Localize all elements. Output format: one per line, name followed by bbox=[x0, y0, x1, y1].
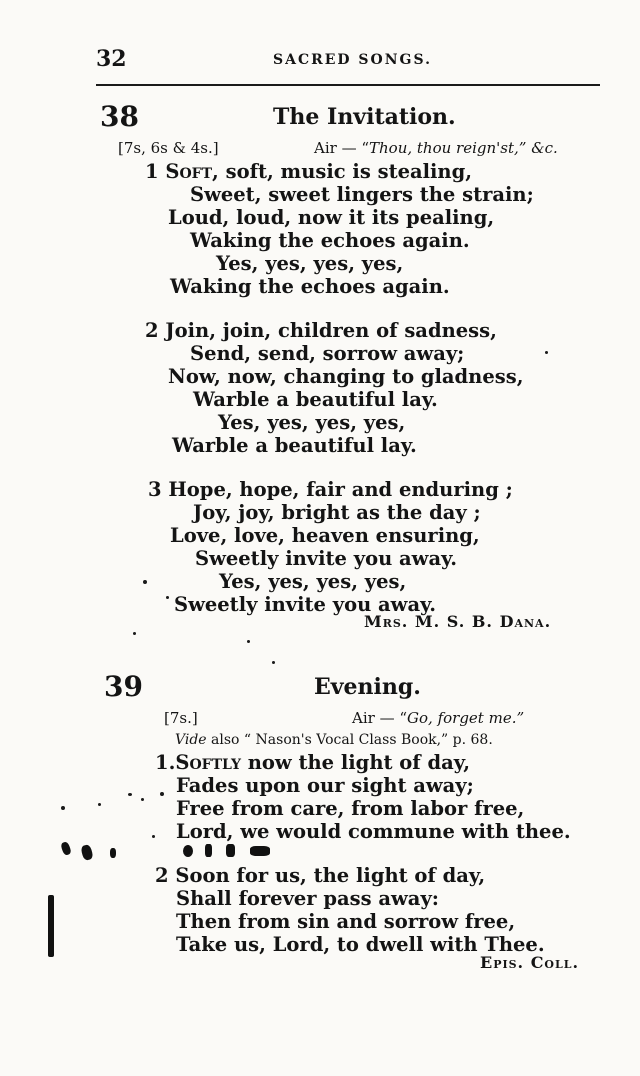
ink-blot bbox=[183, 845, 193, 857]
air-prefix: Air — “ bbox=[314, 139, 370, 157]
verse-line: Then from sin and sorrow free, bbox=[176, 910, 516, 933]
air-tune-name: Thou, thou reign'st,” &c. bbox=[369, 139, 558, 157]
verse-line: Take us, Lord, to dwell with Thee. bbox=[176, 933, 545, 956]
stanza-number: 2 bbox=[145, 319, 159, 342]
meter: [7s.] bbox=[164, 709, 198, 727]
ink-speck bbox=[98, 803, 101, 806]
verse-line: Love, love, heaven ensuring, bbox=[170, 524, 480, 547]
air-tune bbox=[314, 139, 558, 157]
verse-line: Lord, we would commune with thee. bbox=[176, 820, 571, 843]
air-tune-name: Go, forget me.” bbox=[407, 709, 525, 727]
verse-line: Waking the echoes again. bbox=[170, 275, 450, 298]
vide-reference bbox=[175, 732, 493, 748]
attribution: Mrs. M. S. B. Dana. bbox=[364, 612, 552, 631]
ink-speck bbox=[141, 798, 144, 801]
hymn-number: 38 bbox=[100, 100, 139, 133]
verse-line: Waking the echoes again. bbox=[190, 229, 470, 252]
ink-speck bbox=[247, 640, 250, 643]
verse-line: Sweetly invite you away. bbox=[195, 547, 457, 570]
meter: [7s, 6s & 4s.] bbox=[118, 139, 219, 157]
ink-speck bbox=[152, 835, 155, 838]
verse-line: Send, send, sorrow away; bbox=[190, 342, 465, 365]
ink-speck bbox=[61, 806, 65, 810]
verse-line: Shall forever pass away: bbox=[176, 887, 439, 910]
line-text: soft, music is stealing, bbox=[218, 160, 473, 183]
verse-line: Yes, yes, yes, yes, bbox=[218, 411, 406, 434]
verse-line: Yes, yes, yes, yes, bbox=[216, 252, 404, 275]
air-prefix: Air — “ bbox=[352, 709, 408, 727]
verse-line: Loud, loud, now it its pealing, bbox=[168, 206, 495, 229]
stanza-number: 3 bbox=[148, 478, 162, 501]
ink-blot bbox=[60, 841, 72, 856]
header-rule bbox=[96, 84, 600, 86]
vide-word: Vide bbox=[175, 732, 207, 748]
verse-line bbox=[145, 321, 497, 341]
ink-blot bbox=[110, 848, 116, 858]
line-text: Join, join, children of sadness, bbox=[165, 319, 497, 342]
first-word: Soft, bbox=[165, 160, 219, 183]
running-title: SACRED SONGS. bbox=[273, 52, 432, 68]
ink-blot bbox=[80, 844, 94, 861]
verse-line: Fades upon our sight away; bbox=[176, 774, 474, 797]
hymn-number: 39 bbox=[104, 670, 143, 703]
verse-line bbox=[148, 480, 513, 500]
verse-line: Warble a beautiful lay. bbox=[172, 434, 417, 457]
page-number: 32 bbox=[96, 46, 127, 72]
hymn-title: Evening. bbox=[314, 674, 421, 700]
verse-line: Joy, joy, bright as the day ; bbox=[193, 501, 481, 524]
verse-line bbox=[155, 753, 470, 773]
line-text: Hope, hope, fair and enduring ; bbox=[168, 478, 513, 501]
ink-speck bbox=[143, 580, 147, 584]
verse-line: Warble a beautiful lay. bbox=[193, 388, 438, 411]
hymn-title: The Invitation. bbox=[273, 104, 456, 130]
air-tune bbox=[352, 709, 524, 727]
verse-line bbox=[145, 162, 472, 182]
stanza-number: 1 bbox=[145, 160, 159, 183]
ink-speck bbox=[272, 661, 275, 664]
ink-speck bbox=[166, 596, 169, 599]
ink-speck bbox=[545, 351, 548, 354]
ink-speck bbox=[128, 793, 132, 796]
verse-line: Sweet, sweet lingers the strain; bbox=[190, 183, 534, 206]
ink-blot bbox=[250, 846, 270, 856]
ink-blot bbox=[226, 844, 235, 857]
first-word: Softly bbox=[175, 751, 241, 774]
page-edge-mark bbox=[48, 895, 54, 957]
line-text: now the light of day, bbox=[240, 751, 470, 774]
ink-speck bbox=[160, 792, 164, 796]
verse-line: Now, now, changing to gladness, bbox=[168, 365, 524, 388]
stanza-number: 1. bbox=[155, 751, 176, 774]
vide-text: also “ Nason's Vocal Class Book,” p. 68. bbox=[206, 732, 493, 748]
line-text: Soon for us, the light of day, bbox=[175, 864, 486, 887]
verse-line: Sweetly invite you away. bbox=[174, 593, 436, 616]
verse-line bbox=[155, 866, 485, 886]
verse-line: Free from care, from labor free, bbox=[176, 797, 525, 820]
ink-blot bbox=[205, 844, 212, 857]
attribution: Epis. Coll. bbox=[480, 953, 580, 972]
verse-line: Yes, yes, yes, yes, bbox=[219, 570, 407, 593]
stanza-number: 2 bbox=[155, 864, 169, 887]
ink-speck bbox=[133, 632, 136, 635]
